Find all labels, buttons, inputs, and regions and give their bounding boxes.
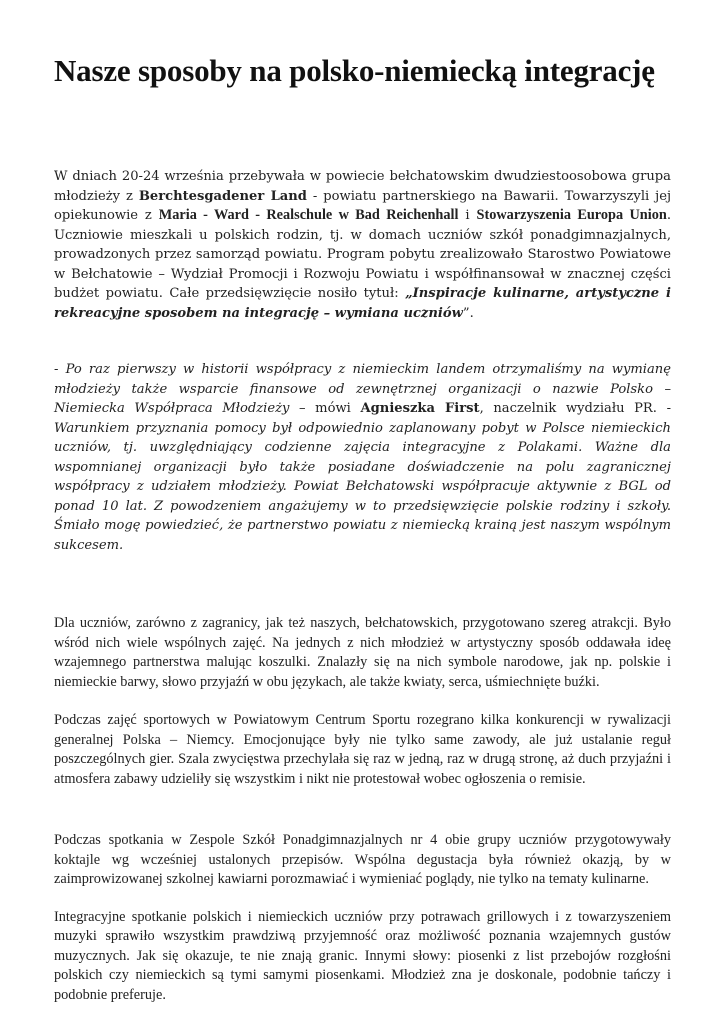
text-run: , naczelnik wydziału PR. - [479, 401, 671, 416]
text-run: – mówi [289, 401, 361, 416]
project-title: „Inspiracje kulinarne, artystyczne i rekreacyjne sposobem na integrację – wymiana uczniów [54, 286, 671, 321]
text-run: - powiatu partnerskiego na Bawarii. Towarzyszyli jej opiekunowie z [54, 188, 671, 223]
page-title: Nasze sposoby na polsko-niemiecką integrację [54, 53, 655, 88]
bold-text-association: Stowarzyszenia Europa Union [476, 207, 667, 223]
bold-text-speaker: Agnieszka First [360, 401, 480, 416]
text-run: ”. [462, 305, 474, 321]
bold-text-school: Maria - Ward - Realschule w Bad Reichenhall [158, 207, 459, 223]
paragraph-intro [54, 167, 671, 323]
paragraph-quote [54, 360, 671, 555]
text-run: i [458, 208, 477, 223]
paragraph-sports: Podczas zajęć sportowych w Powiatowym Centrum Sportu rozegrano kilka konkurencji w rywalizacji generalnej Polska – Niemcy. Emocjonujące były nie tylko same zawody, ale już ustalanie reguł poszczególnych gier. Szala zwycięstwa przechylała się raz w jedną, raz w drugą stronę, aż duch przyjaźni i atmosfera zabawy udzieliły się wszystkim i nikt nie protestował wobec ogłoszenia o remisie. [54, 712, 671, 787]
text-run: W dniach 20-24 września przebywała w powiecie bełchatowskim dwudziestoosobowa grupa młodzieży z [54, 169, 671, 204]
paragraph-music: Integracyjne spotkanie polskich i niemieckich uczniów przy potrawach grillowych i z towarzyszeniem muzyki sprawiło wszystkim prawdziwą przyjemność oraz możliwość poznania wzajemnych gustów muzycznych. Jak się okazuje, te nie znają granic. Innymi słowy: piosenki z list przebojów rozgłośni polskich czy niemieckich są tymi samymi piosenkami. Młodzież zna je doskonale, podobnie tańczy i podobnie preferuje. [54, 908, 671, 1003]
bold-text-berchtesgadener: Berchtesgadener Land [138, 188, 307, 204]
paragraph-attractions: Dla uczniów, zarówno z zagranicy, jak też naszych, bełchatowskich, przygotowano szereg atrakcji. Było wśród nich wiele wspólnych zajęć. Na jednych z nich młodzież w artystyczny sposób oddawała ideę wzajemnego partnerstwa malując koszulki. Znalazły się na nich symbole narodowe, jak np. polskie i niemieckie barwy, słowo przyjaźń w obu językach, ale także kwiaty, serca, uśmiechnięte buźki. [54, 615, 671, 690]
text-run: . Uczniowie mieszkali u polskich rodzin, tj. w domach uczniów szkół ponadgimnazjalnych, prowadzonych przez samorząd powiatu. Program pobytu zrealizowało Starostwo Powiatowe w Bełchatowie – Wydział Promocji i Rozwoju Powiatu i współfinansował w znacznej części budżet powiatu. Całe przedsięwzięcie nosiło tytuł: [54, 208, 671, 301]
quote-text: Warunkiem przyznania pomocy był odpowiednio zaplanowany pobyt w Polsce niemieckich uczniów, tj. uwzględniający codzienne zajęcia integracyjne z Polakami. Ważne dla wspomnianej organizacji było także posiadane doświadczenie na polu zagranicznej współpracy z udziałem młodzieży. Powiat Bełchatowski współpracuje aktywnie z BGL od ponad 10 lat. Z powodzeniem angażujemy w to przedsięwzięcie polskie rodziny i szkoły. Śmiało mogę powiedzieć, że partnerstwo powiatu z niemiecką krainą jest naszym wspólnym sukcesem. [54, 420, 671, 553]
article [54, 52, 671, 1005]
quote-text: - Po raz pierwszy w historii współpracy z niemieckim landem otrzymaliśmy na wymianę młodzieży także wsparcie finansowe od zewnętrznej organizacji o nazwie Polsko – Niemiecka Współpraca Młodzieży [54, 362, 671, 416]
paragraph-cocktails: Podczas spotkania w Zespole Szkół Ponadgimnazjalnych nr 4 obie grupy uczniów przygotowywały koktajle wg wcześniej ustalonych przepisów. Wspólna degustacja była również okazją, by w zaimprowizowanej szkolnej kawiarni porozmawiać i wymieniać poglądy, nie tylko na tematy kulinarne. [54, 832, 671, 887]
